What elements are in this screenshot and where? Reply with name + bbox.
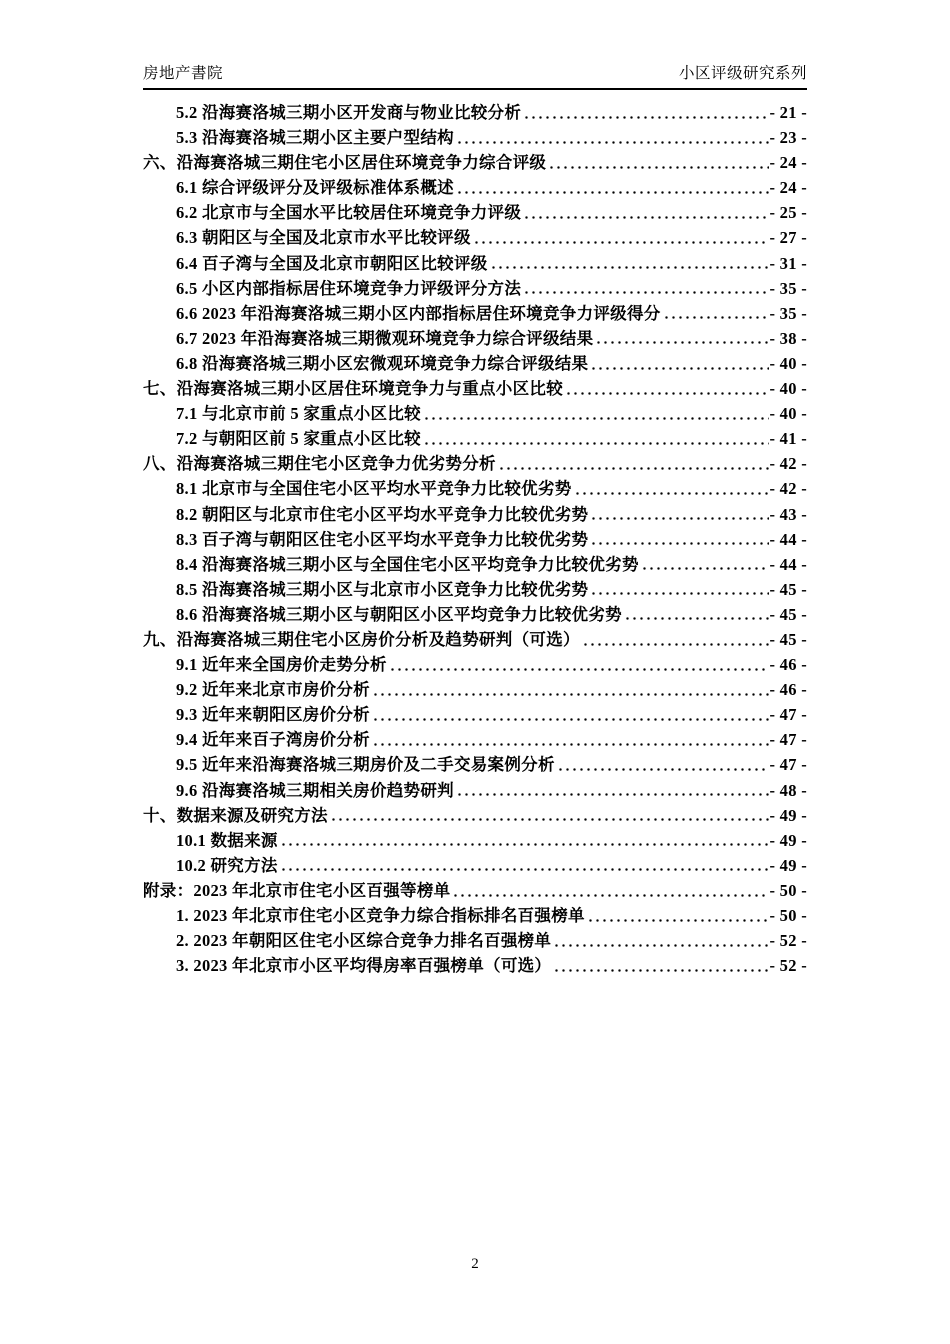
toc-dot-leader <box>590 527 769 552</box>
toc-entry[interactable] <box>143 652 807 677</box>
toc-entry-label: 6.1 综合评级评分及评级标准体系概述 <box>176 178 454 198</box>
toc-entry-label: 9.2 近年来北京市房价分析 <box>176 680 370 700</box>
toc-entry[interactable] <box>143 702 807 727</box>
toc-dot-leader <box>372 727 770 752</box>
toc-dot-leader <box>641 552 770 577</box>
toc-dot-leader <box>565 376 769 401</box>
toc-entry-page: - 24 - <box>769 153 807 173</box>
toc-entry-label: 5.2 沿海赛洛城三期小区开发商与物业比较分析 <box>176 103 522 122</box>
toc-dot-leader <box>590 351 769 376</box>
toc-dot-leader <box>372 677 770 702</box>
toc-dot-leader <box>590 502 769 527</box>
toc-entry-page: - 40 - <box>769 379 807 399</box>
toc-entry[interactable] <box>143 828 807 853</box>
toc-entry-page: - 47 - <box>769 730 807 750</box>
toc-entry-label: 2. 2023 年朝阳区住宅小区综合竞争力排名百强榜单 <box>176 931 552 951</box>
toc-entry-label: 9.1 近年来全国房价走势分析 <box>176 655 387 675</box>
toc-entry[interactable] <box>143 200 807 225</box>
toc-entry[interactable] <box>143 502 807 527</box>
toc-entry[interactable] <box>143 476 807 501</box>
toc-entry-label: 3. 2023 年北京市小区平均得房率百强榜单（可选） <box>176 956 552 976</box>
toc-entry-page: - 40 - <box>769 404 807 424</box>
toc-dot-leader <box>423 401 770 426</box>
toc-entry-page: - 52 - <box>769 931 807 951</box>
header-right-title: 小区评级研究系列 <box>678 65 807 82</box>
toc-dot-leader <box>456 125 770 150</box>
toc-entry[interactable] <box>143 803 807 828</box>
toc-dot-leader <box>557 752 770 777</box>
toc-entry-label: 7.2 与朝阳区前 5 家重点小区比较 <box>176 429 421 449</box>
toc-entry-label: 7.1 与北京市前 5 家重点小区比较 <box>176 404 421 424</box>
toc-dot-leader <box>523 100 769 125</box>
toc-dot-leader <box>553 953 769 978</box>
toc-entry-page: - 52 - <box>769 956 807 976</box>
toc-dot-leader <box>498 451 770 476</box>
toc-entry-page: - 43 - <box>769 504 807 524</box>
toc-dot-leader <box>574 476 770 501</box>
toc-dot-leader <box>473 225 770 250</box>
toc-entry[interactable] <box>143 100 807 125</box>
toc-dot-leader <box>624 602 770 627</box>
toc-entry-page: - 45 - <box>769 629 807 649</box>
toc-entry-page: - 24 - <box>769 178 807 198</box>
toc-entry[interactable] <box>143 903 807 928</box>
toc-dot-leader <box>456 175 770 200</box>
toc-entry[interactable] <box>143 752 807 777</box>
toc-entry[interactable] <box>143 552 807 577</box>
toc-entry-label: 6.6 2023 年沿海赛洛城三期小区内部指标居住环境竞争力评级得分 <box>176 303 661 323</box>
toc-entry[interactable] <box>143 778 807 803</box>
toc-entry-page: - 31 - <box>769 253 807 273</box>
toc-entry-label: 8.5 沿海赛洛城三期小区与北京市小区竞争力比较优劣势 <box>176 579 589 599</box>
toc-entry-page: - 48 - <box>769 780 807 800</box>
toc-dot-leader <box>452 878 769 903</box>
toc-entry[interactable] <box>143 125 807 150</box>
toc-entry-label: 6.4 百子湾与全国及北京市朝阳区比较评级 <box>176 253 488 273</box>
page-footer <box>0 1256 950 1273</box>
toc-entry-label: 八、沿海赛洛城三期住宅小区竞争力优劣势分析 <box>143 454 496 474</box>
header-left-title: 房地产書院 <box>143 65 224 82</box>
toc-entry-page: - 49 - <box>769 855 807 875</box>
toc-entry-label: 6.5 小区内部指标居住环境竞争力评级评分方法 <box>176 278 522 298</box>
toc-entry-label: 6.8 沿海赛洛城三期小区宏微观环境竞争力综合评级结果 <box>176 353 589 373</box>
toc-dot-leader <box>330 803 770 828</box>
toc-entry[interactable] <box>143 727 807 752</box>
toc-entry-page: - 25 - <box>769 203 807 223</box>
toc-entry-label: 10.2 研究方法 <box>176 855 278 875</box>
toc-entry-page: - 46 - <box>769 655 807 675</box>
toc-entry-label: 8.2 朝阳区与北京市住宅小区平均水平竞争力比较优劣势 <box>176 504 589 524</box>
toc-entry[interactable] <box>143 853 807 878</box>
toc-dot-leader <box>553 928 769 953</box>
toc-entry-label: 附录：2023 年北京市住宅小区百强等榜单 <box>143 880 451 900</box>
toc-dot-leader <box>372 702 770 727</box>
toc-entry-label: 9.5 近年来沿海赛洛城三期房价及二手交易案例分析 <box>176 755 555 775</box>
toc-dot-leader <box>663 301 770 326</box>
toc-entry-page: - 47 - <box>769 755 807 775</box>
toc-entry-label: 10.1 数据来源 <box>176 830 278 850</box>
toc-entry-page: - 35 - <box>769 303 807 323</box>
toc-list <box>143 100 807 978</box>
toc-entry-page: - 45 - <box>769 604 807 624</box>
toc-dot-leader <box>523 276 769 301</box>
toc-entry-label: 9.6 沿海赛洛城三期相关房价趋势研判 <box>176 780 454 800</box>
toc-dot-leader <box>523 200 769 225</box>
page-header <box>143 61 807 90</box>
toc-entry[interactable] <box>143 451 807 476</box>
toc-entry[interactable] <box>143 251 807 276</box>
toc-entry[interactable] <box>143 953 807 978</box>
toc-entry-page: - 49 - <box>769 805 807 825</box>
toc-dot-leader <box>423 426 770 451</box>
toc-entry-label: 9.3 近年来朝阳区房价分析 <box>176 705 370 725</box>
toc-entry[interactable] <box>143 326 807 351</box>
toc-entry-label: 1. 2023 年北京市住宅小区竞争力综合指标排名百强榜单 <box>176 906 585 925</box>
toc-entry-page: - 21 - <box>769 103 807 122</box>
toc-entry[interactable] <box>143 627 807 652</box>
toc-entry-page: - 44 - <box>769 529 807 549</box>
toc-entry[interactable] <box>143 577 807 602</box>
toc-entry-page: - 49 - <box>769 830 807 850</box>
toc-entry[interactable] <box>143 401 807 426</box>
toc-entry[interactable] <box>143 301 807 326</box>
toc-entry[interactable] <box>143 351 807 376</box>
toc-entry-page: - 38 - <box>769 328 807 348</box>
toc-entry-label: 6.2 北京市与全国水平比较居住环境竞争力评级 <box>176 203 522 223</box>
toc-dot-leader <box>280 828 770 853</box>
toc-entry[interactable] <box>143 878 807 903</box>
toc-entry-label: 8.3 百子湾与朝阳区住宅小区平均水平竞争力比较优劣势 <box>176 529 589 549</box>
toc-entry[interactable] <box>143 928 807 953</box>
toc-entry[interactable] <box>143 376 807 401</box>
toc-entry-label: 十、数据来源及研究方法 <box>143 805 328 825</box>
toc-dot-leader <box>590 577 769 602</box>
toc-entry-page: - 44 - <box>769 554 807 574</box>
toc-entry-label: 6.3 朝阳区与全国及北京市水平比较评级 <box>176 228 471 248</box>
page-number: 2 <box>471 1256 479 1272</box>
toc-dot-leader <box>595 326 769 351</box>
toc-dot-leader <box>582 627 770 652</box>
toc-dot-leader <box>548 150 769 175</box>
toc-entry[interactable] <box>143 225 807 250</box>
toc-entry-page: - 23 - <box>769 128 807 148</box>
toc-entry[interactable] <box>143 175 807 200</box>
toc-entry-label: 8.1 北京市与全国住宅小区平均水平竞争力比较优劣势 <box>176 479 572 499</box>
toc-entry-page: - 41 - <box>769 429 807 449</box>
toc-dot-leader <box>456 778 770 803</box>
toc-entry-label: 9.4 近年来百子湾房价分析 <box>176 730 370 750</box>
toc-entry[interactable] <box>143 426 807 451</box>
toc-entry-label: 6.7 2023 年沿海赛洛城三期微观环境竞争力综合评级结果 <box>176 328 594 348</box>
toc-entry-label: 九、沿海赛洛城三期住宅小区房价分析及趋势研判（可选） <box>143 629 580 649</box>
toc-dot-leader <box>280 853 770 878</box>
toc-entry[interactable] <box>143 276 807 301</box>
toc-entry-label: 8.6 沿海赛洛城三期小区与朝阳区小区平均竞争力比较优劣势 <box>176 604 622 624</box>
toc-entry[interactable] <box>143 150 807 175</box>
toc-entry-label: 七、沿海赛洛城三期小区居住环境竞争力与重点小区比较 <box>143 379 563 399</box>
toc-dot-leader <box>490 251 770 276</box>
toc-dot-leader <box>389 652 770 677</box>
toc-entry-page: - 35 - <box>769 278 807 298</box>
toc-entry[interactable] <box>143 527 807 552</box>
toc-entry-page: - 50 - <box>769 906 807 925</box>
toc-entry-page: - 47 - <box>769 705 807 725</box>
toc-entry-page: - 45 - <box>769 579 807 599</box>
toc-dot-leader <box>587 903 770 928</box>
toc-entry-page: - 50 - <box>769 880 807 900</box>
toc-entry[interactable] <box>143 602 807 627</box>
toc-entry-label: 六、沿海赛洛城三期住宅小区居住环境竞争力综合评级 <box>143 153 547 173</box>
toc-entry-label: 8.4 沿海赛洛城三期小区与全国住宅小区平均竞争力比较优劣势 <box>176 554 639 574</box>
toc-entry-page: - 42 - <box>769 479 807 499</box>
toc-entry-label: 5.3 沿海赛洛城三期小区主要户型结构 <box>176 128 454 148</box>
toc-entry-page: - 27 - <box>769 228 807 248</box>
toc-entry-page: - 42 - <box>769 454 807 474</box>
toc-entry-page: - 46 - <box>769 680 807 700</box>
toc-entry-page: - 40 - <box>769 353 807 373</box>
toc-entry[interactable] <box>143 677 807 702</box>
